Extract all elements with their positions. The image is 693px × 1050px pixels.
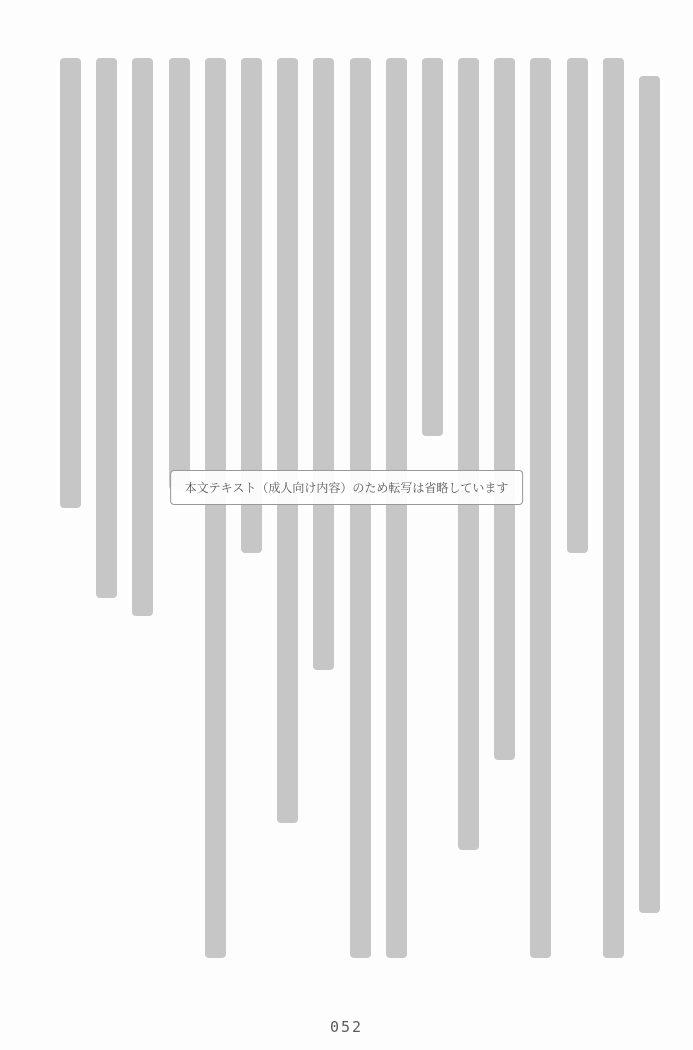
redacted-text-line	[205, 58, 226, 958]
redacted-text-line	[132, 58, 153, 958]
redacted-text-line	[169, 58, 190, 958]
redacted-text-line	[277, 58, 298, 958]
redacted-text-line	[639, 58, 660, 958]
redacted-text-line	[96, 58, 117, 958]
redacted-text-line	[603, 58, 624, 958]
page-number: 052	[329, 1018, 364, 1036]
redaction-notice-text: 本文テキスト（成人向け内容）のため転写は省略しています	[184, 481, 509, 495]
redacted-text-line	[530, 58, 551, 958]
redacted-text-line	[494, 58, 515, 958]
redacted-text-line	[313, 58, 334, 958]
redacted-text-line	[350, 58, 371, 958]
redacted-text-line	[386, 58, 407, 958]
text-area	[60, 58, 660, 958]
redacted-text-line	[458, 58, 479, 958]
redacted-text-line	[241, 58, 262, 958]
redacted-text-line	[567, 58, 588, 958]
redaction-notice	[170, 470, 524, 505]
redacted-text-line	[422, 58, 443, 958]
redacted-text-line	[60, 58, 81, 958]
